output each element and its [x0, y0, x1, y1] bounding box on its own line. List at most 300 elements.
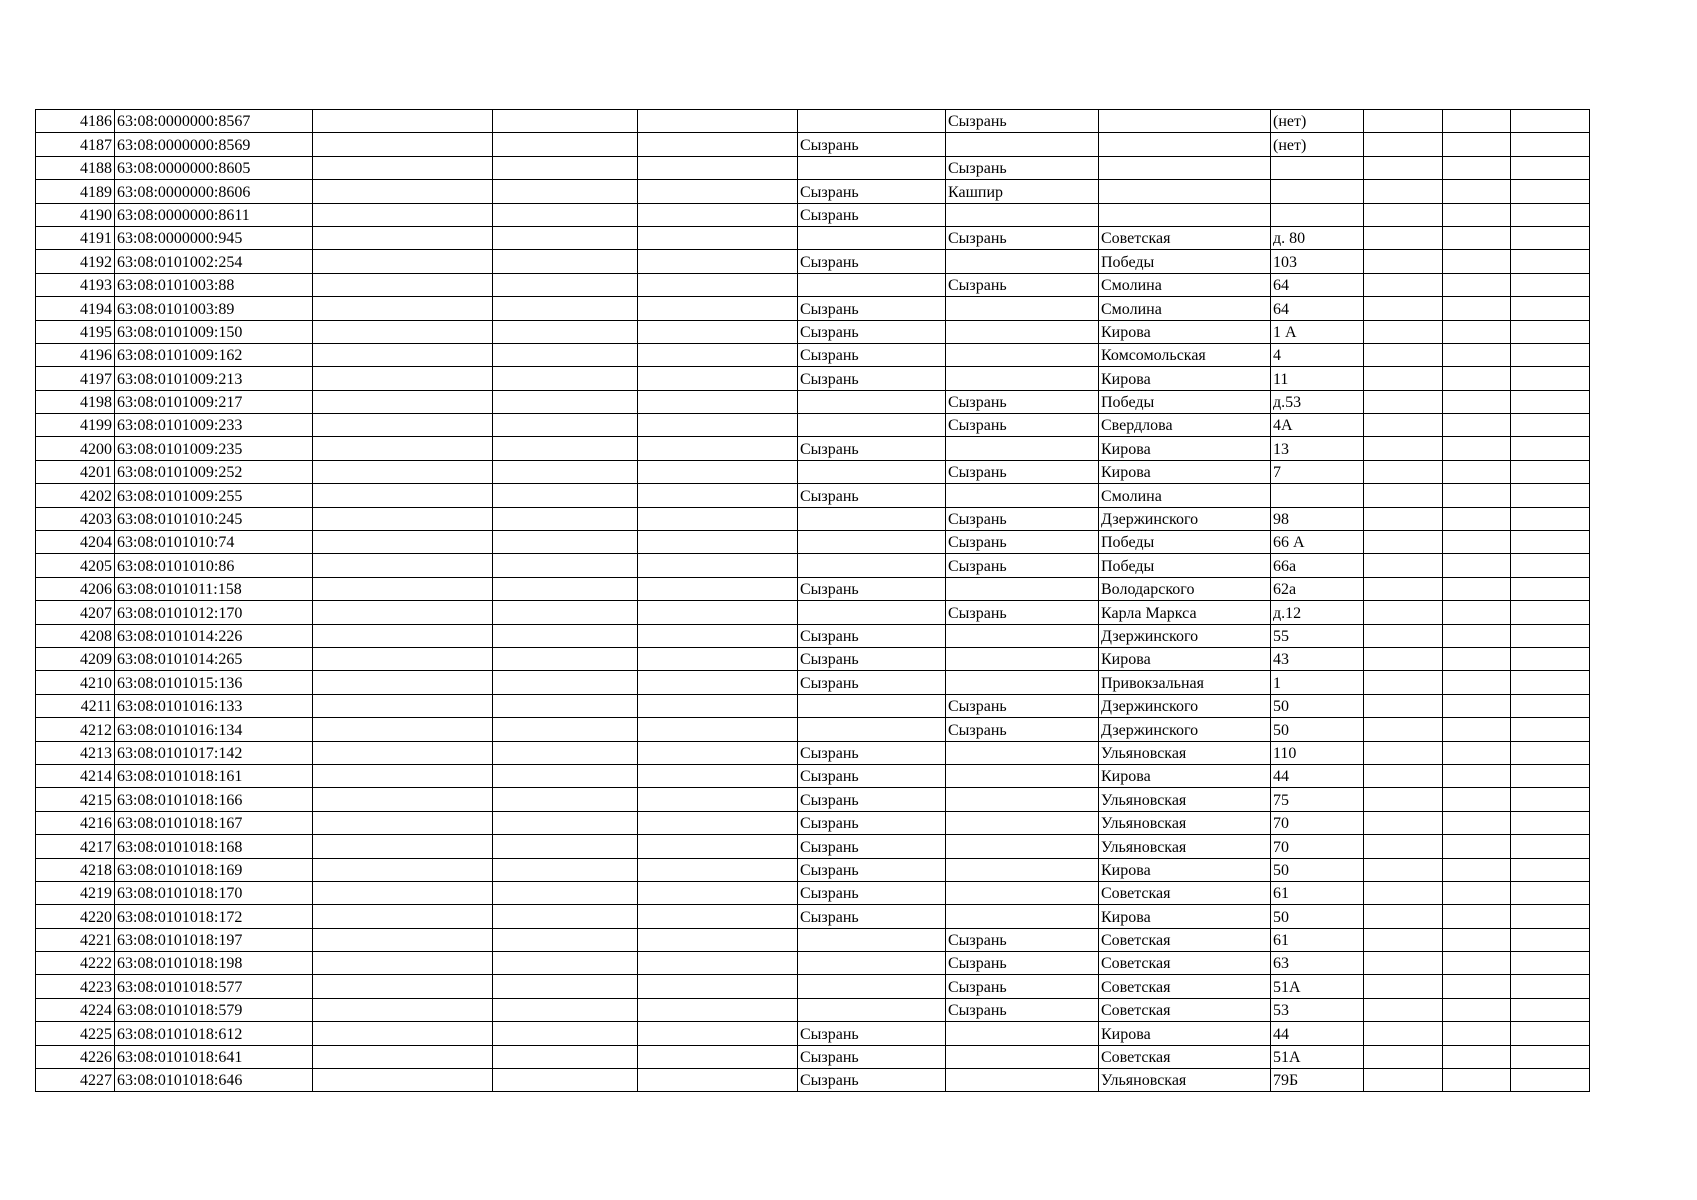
city-cell: Сызрань	[798, 624, 946, 647]
empty-cell	[1364, 764, 1443, 787]
street-cell: Ульяновская	[1099, 741, 1271, 764]
city-cell	[798, 414, 946, 437]
empty-cell	[1511, 273, 1590, 296]
empty-cell	[1443, 250, 1511, 273]
row-number: 4221	[36, 928, 115, 951]
street-cell: Кирова	[1099, 460, 1271, 483]
row-number: 4196	[36, 343, 115, 366]
city-cell: Сызрань	[798, 1045, 946, 1068]
empty-cell	[1511, 226, 1590, 249]
locality-cell: Сызрань	[946, 460, 1099, 483]
table-row	[36, 460, 1590, 483]
row-number: 4223	[36, 975, 115, 998]
street-cell	[1099, 180, 1271, 203]
locality-cell	[946, 647, 1099, 670]
empty-cell	[313, 835, 493, 858]
empty-cell	[1511, 484, 1590, 507]
locality-cell	[946, 437, 1099, 460]
street-cell	[1099, 133, 1271, 156]
empty-cell	[1364, 647, 1443, 670]
street-cell: Советская	[1099, 975, 1271, 998]
empty-cell	[313, 343, 493, 366]
table-row	[36, 1045, 1590, 1068]
empty-cell	[1443, 624, 1511, 647]
empty-cell	[313, 928, 493, 951]
empty-cell	[493, 952, 638, 975]
empty-cell	[1511, 367, 1590, 390]
empty-cell	[313, 226, 493, 249]
empty-cell	[638, 1022, 798, 1045]
table-row	[36, 554, 1590, 577]
empty-cell	[493, 273, 638, 296]
empty-cell	[493, 1022, 638, 1045]
empty-cell	[1511, 390, 1590, 413]
empty-cell	[1511, 671, 1590, 694]
locality-cell	[946, 577, 1099, 600]
empty-cell	[1443, 343, 1511, 366]
table-row	[36, 133, 1590, 156]
table-row	[36, 484, 1590, 507]
row-number: 4192	[36, 250, 115, 273]
locality-cell: Сызрань	[946, 975, 1099, 998]
empty-cell	[1511, 250, 1590, 273]
empty-cell	[313, 881, 493, 904]
empty-cell	[313, 1045, 493, 1068]
empty-cell	[1364, 203, 1443, 226]
row-number: 4215	[36, 788, 115, 811]
locality-cell	[946, 788, 1099, 811]
cadastral-number: 63:08:0101010:245	[115, 507, 313, 530]
house-cell: 50	[1271, 718, 1364, 741]
row-number: 4218	[36, 858, 115, 881]
row-number: 4224	[36, 998, 115, 1021]
cadastral-number: 63:08:0101009:162	[115, 343, 313, 366]
street-cell: Кирова	[1099, 1022, 1271, 1045]
empty-cell	[313, 718, 493, 741]
empty-cell	[313, 858, 493, 881]
row-number: 4203	[36, 507, 115, 530]
house-cell: 66 А	[1271, 531, 1364, 554]
empty-cell	[313, 531, 493, 554]
empty-cell	[1443, 367, 1511, 390]
empty-cell	[638, 881, 798, 904]
empty-cell	[1364, 577, 1443, 600]
empty-cell	[1364, 460, 1443, 483]
empty-cell	[1443, 203, 1511, 226]
cadastral-number: 63:08:0101010:74	[115, 531, 313, 554]
empty-cell	[1364, 367, 1443, 390]
empty-cell	[1364, 226, 1443, 249]
house-cell: д. 80	[1271, 226, 1364, 249]
street-cell	[1099, 110, 1271, 133]
empty-cell	[638, 414, 798, 437]
empty-cell	[1443, 577, 1511, 600]
empty-cell	[493, 601, 638, 624]
empty-cell	[1511, 952, 1590, 975]
locality-cell: Сызрань	[946, 601, 1099, 624]
locality-cell: Сызрань	[946, 718, 1099, 741]
cadastral-number: 63:08:0101015:136	[115, 671, 313, 694]
empty-cell	[493, 250, 638, 273]
empty-cell	[1443, 320, 1511, 343]
house-cell: 44	[1271, 764, 1364, 787]
empty-cell	[1364, 390, 1443, 413]
empty-cell	[493, 835, 638, 858]
empty-cell	[1443, 718, 1511, 741]
row-number: 4186	[36, 110, 115, 133]
empty-cell	[638, 764, 798, 787]
city-cell	[798, 952, 946, 975]
empty-cell	[638, 1069, 798, 1092]
cadastral-number: 63:08:0101009:217	[115, 390, 313, 413]
empty-cell	[1364, 343, 1443, 366]
empty-cell	[493, 975, 638, 998]
row-number: 4217	[36, 835, 115, 858]
empty-cell	[1364, 624, 1443, 647]
street-cell: Кирова	[1099, 320, 1271, 343]
house-cell: 64	[1271, 297, 1364, 320]
row-number: 4216	[36, 811, 115, 834]
empty-cell	[493, 881, 638, 904]
empty-cell	[313, 484, 493, 507]
empty-cell	[493, 110, 638, 133]
empty-cell	[1511, 414, 1590, 437]
row-number: 4204	[36, 531, 115, 554]
house-cell: 103	[1271, 250, 1364, 273]
house-cell: 75	[1271, 788, 1364, 811]
table-row	[36, 858, 1590, 881]
row-number: 4193	[36, 273, 115, 296]
house-cell: 4А	[1271, 414, 1364, 437]
house-cell: 1	[1271, 671, 1364, 694]
empty-cell	[1511, 928, 1590, 951]
row-number: 4220	[36, 905, 115, 928]
locality-cell	[946, 133, 1099, 156]
locality-cell	[946, 1022, 1099, 1045]
cadastral-number: 63:08:0101012:170	[115, 601, 313, 624]
city-cell: Сызрань	[798, 180, 946, 203]
row-number: 4219	[36, 881, 115, 904]
empty-cell	[638, 297, 798, 320]
empty-cell	[1364, 507, 1443, 530]
street-cell: Советская	[1099, 952, 1271, 975]
empty-cell	[1443, 694, 1511, 717]
empty-cell	[1443, 437, 1511, 460]
empty-cell	[638, 577, 798, 600]
street-cell: Победы	[1099, 390, 1271, 413]
empty-cell	[1364, 671, 1443, 694]
empty-cell	[1443, 811, 1511, 834]
table-row	[36, 881, 1590, 904]
empty-cell	[1511, 437, 1590, 460]
row-number: 4194	[36, 297, 115, 320]
empty-cell	[493, 858, 638, 881]
empty-cell	[638, 741, 798, 764]
table-row	[36, 952, 1590, 975]
table-row	[36, 367, 1590, 390]
empty-cell	[493, 554, 638, 577]
house-cell: 70	[1271, 835, 1364, 858]
locality-cell	[946, 367, 1099, 390]
street-cell: Победы	[1099, 250, 1271, 273]
locality-cell: Сызрань	[946, 554, 1099, 577]
empty-cell	[313, 1022, 493, 1045]
locality-cell: Сызрань	[946, 531, 1099, 554]
empty-cell	[1511, 647, 1590, 670]
empty-cell	[313, 133, 493, 156]
city-cell	[798, 531, 946, 554]
empty-cell	[313, 811, 493, 834]
cadastral-number: 63:08:0101018:612	[115, 1022, 313, 1045]
city-cell: Сызрань	[798, 1022, 946, 1045]
empty-cell	[493, 811, 638, 834]
empty-cell	[493, 624, 638, 647]
empty-cell	[1443, 788, 1511, 811]
house-cell: 62а	[1271, 577, 1364, 600]
empty-cell	[1443, 507, 1511, 530]
empty-cell	[638, 507, 798, 530]
empty-cell	[313, 647, 493, 670]
locality-cell: Сызрань	[946, 156, 1099, 179]
city-cell: Сызрань	[798, 788, 946, 811]
empty-cell	[1443, 226, 1511, 249]
empty-cell	[638, 1045, 798, 1068]
empty-cell	[638, 671, 798, 694]
empty-cell	[493, 133, 638, 156]
empty-cell	[313, 460, 493, 483]
empty-cell	[1364, 156, 1443, 179]
cadastral-number: 63:08:0000000:8606	[115, 180, 313, 203]
empty-cell	[638, 250, 798, 273]
cadastral-number: 63:08:0101018:170	[115, 881, 313, 904]
empty-cell	[638, 998, 798, 1021]
street-cell: Смолина	[1099, 273, 1271, 296]
city-cell	[798, 975, 946, 998]
empty-cell	[313, 507, 493, 530]
empty-cell	[1511, 297, 1590, 320]
locality-cell	[946, 671, 1099, 694]
empty-cell	[1364, 110, 1443, 133]
empty-cell	[313, 180, 493, 203]
empty-cell	[1364, 788, 1443, 811]
house-cell	[1271, 156, 1364, 179]
cadastral-number: 63:08:0101009:252	[115, 460, 313, 483]
empty-cell	[1364, 811, 1443, 834]
table-row	[36, 764, 1590, 787]
locality-cell: Сызрань	[946, 273, 1099, 296]
empty-cell	[313, 297, 493, 320]
empty-cell	[638, 905, 798, 928]
empty-cell	[1443, 1045, 1511, 1068]
empty-cell	[313, 554, 493, 577]
table-row	[36, 741, 1590, 764]
house-cell: 98	[1271, 507, 1364, 530]
city-cell: Сызрань	[798, 764, 946, 787]
empty-cell	[1443, 390, 1511, 413]
house-cell: 51А	[1271, 1045, 1364, 1068]
table-row	[36, 414, 1590, 437]
empty-cell	[1364, 180, 1443, 203]
empty-cell	[1511, 881, 1590, 904]
empty-cell	[1511, 554, 1590, 577]
empty-cell	[1443, 531, 1511, 554]
empty-cell	[638, 835, 798, 858]
locality-cell	[946, 811, 1099, 834]
empty-cell	[1364, 1045, 1443, 1068]
empty-cell	[313, 788, 493, 811]
house-cell: 50	[1271, 694, 1364, 717]
city-cell: Сызрань	[798, 647, 946, 670]
street-cell: Комсомольская	[1099, 343, 1271, 366]
cadastral-number: 63:08:0101014:226	[115, 624, 313, 647]
empty-cell	[493, 718, 638, 741]
empty-cell	[493, 1045, 638, 1068]
empty-cell	[1364, 133, 1443, 156]
row-number: 4200	[36, 437, 115, 460]
house-cell: 63	[1271, 952, 1364, 975]
locality-cell: Сызрань	[946, 952, 1099, 975]
cadastral-number: 63:08:0101018:167	[115, 811, 313, 834]
empty-cell	[493, 203, 638, 226]
empty-cell	[493, 671, 638, 694]
empty-cell	[638, 156, 798, 179]
table-row	[36, 180, 1590, 203]
empty-cell	[493, 1069, 638, 1092]
city-cell: Сызрань	[798, 577, 946, 600]
empty-cell	[493, 764, 638, 787]
empty-cell	[313, 203, 493, 226]
locality-cell: Сызрань	[946, 414, 1099, 437]
locality-cell: Сызрань	[946, 928, 1099, 951]
cadastral-number: 63:08:0101009:233	[115, 414, 313, 437]
cadastral-number: 63:08:0000000:8611	[115, 203, 313, 226]
house-cell: 50	[1271, 858, 1364, 881]
city-cell: Сызрань	[798, 905, 946, 928]
empty-cell	[1364, 250, 1443, 273]
empty-cell	[638, 601, 798, 624]
city-cell	[798, 998, 946, 1021]
empty-cell	[1511, 624, 1590, 647]
empty-cell	[638, 928, 798, 951]
empty-cell	[638, 180, 798, 203]
row-number: 4199	[36, 414, 115, 437]
row-number: 4210	[36, 671, 115, 694]
house-cell	[1271, 484, 1364, 507]
cadastral-number: 63:08:0101003:88	[115, 273, 313, 296]
empty-cell	[493, 180, 638, 203]
city-cell: Сызрань	[798, 484, 946, 507]
house-cell: 43	[1271, 647, 1364, 670]
locality-cell	[946, 250, 1099, 273]
cadastral-number: 63:08:0101011:158	[115, 577, 313, 600]
empty-cell	[1364, 1069, 1443, 1092]
empty-cell	[493, 998, 638, 1021]
locality-cell	[946, 624, 1099, 647]
locality-cell	[946, 297, 1099, 320]
street-cell: Дзержинского	[1099, 694, 1271, 717]
empty-cell	[1511, 764, 1590, 787]
empty-cell	[638, 226, 798, 249]
empty-cell	[1443, 601, 1511, 624]
empty-cell	[1511, 1045, 1590, 1068]
empty-cell	[1511, 741, 1590, 764]
street-cell: Ульяновская	[1099, 788, 1271, 811]
street-cell: Кирова	[1099, 367, 1271, 390]
house-cell: 13	[1271, 437, 1364, 460]
empty-cell	[1443, 1069, 1511, 1092]
row-number: 4189	[36, 180, 115, 203]
city-cell	[798, 507, 946, 530]
cadastral-number: 63:08:0101018:166	[115, 788, 313, 811]
empty-cell	[638, 858, 798, 881]
cadastral-number: 63:08:0101016:134	[115, 718, 313, 741]
empty-cell	[1443, 928, 1511, 951]
city-cell: Сызрань	[798, 250, 946, 273]
empty-cell	[493, 414, 638, 437]
empty-cell	[1443, 1022, 1511, 1045]
house-cell: 79Б	[1271, 1069, 1364, 1092]
empty-cell	[1443, 671, 1511, 694]
house-cell	[1271, 203, 1364, 226]
empty-cell	[493, 484, 638, 507]
row-number: 4207	[36, 601, 115, 624]
empty-cell	[1443, 273, 1511, 296]
empty-cell	[1443, 180, 1511, 203]
row-number: 4227	[36, 1069, 115, 1092]
table-row	[36, 390, 1590, 413]
house-cell: 66а	[1271, 554, 1364, 577]
table-row	[36, 577, 1590, 600]
cadastral-number: 63:08:0101009:150	[115, 320, 313, 343]
empty-cell	[638, 952, 798, 975]
cadastral-number: 63:08:0101009:235	[115, 437, 313, 460]
empty-cell	[1443, 858, 1511, 881]
house-cell: (нет)	[1271, 133, 1364, 156]
empty-cell	[1511, 998, 1590, 1021]
empty-cell	[1511, 320, 1590, 343]
empty-cell	[1364, 694, 1443, 717]
cadastral-number: 63:08:0101009:255	[115, 484, 313, 507]
house-cell	[1271, 180, 1364, 203]
city-cell: Сызрань	[798, 297, 946, 320]
street-cell: Свердлова	[1099, 414, 1271, 437]
empty-cell	[313, 577, 493, 600]
empty-cell	[1511, 180, 1590, 203]
row-number: 4197	[36, 367, 115, 390]
empty-cell	[1364, 273, 1443, 296]
empty-cell	[1443, 998, 1511, 1021]
street-cell: Советская	[1099, 1045, 1271, 1068]
table-row	[36, 250, 1590, 273]
empty-cell	[1364, 320, 1443, 343]
empty-cell	[638, 975, 798, 998]
empty-cell	[1511, 835, 1590, 858]
empty-cell	[1364, 998, 1443, 1021]
cadastral-number: 63:08:0101018:172	[115, 905, 313, 928]
street-cell: Смолина	[1099, 484, 1271, 507]
cadastral-number: 63:08:0000000:8605	[115, 156, 313, 179]
street-cell: Дзержинского	[1099, 718, 1271, 741]
empty-cell	[1443, 156, 1511, 179]
cadastral-number: 63:08:0101018:641	[115, 1045, 313, 1068]
empty-cell	[1511, 577, 1590, 600]
row-number: 4188	[36, 156, 115, 179]
row-number: 4195	[36, 320, 115, 343]
house-cell: 1 А	[1271, 320, 1364, 343]
locality-cell: Сызрань	[946, 226, 1099, 249]
locality-cell	[946, 1045, 1099, 1068]
empty-cell	[313, 414, 493, 437]
